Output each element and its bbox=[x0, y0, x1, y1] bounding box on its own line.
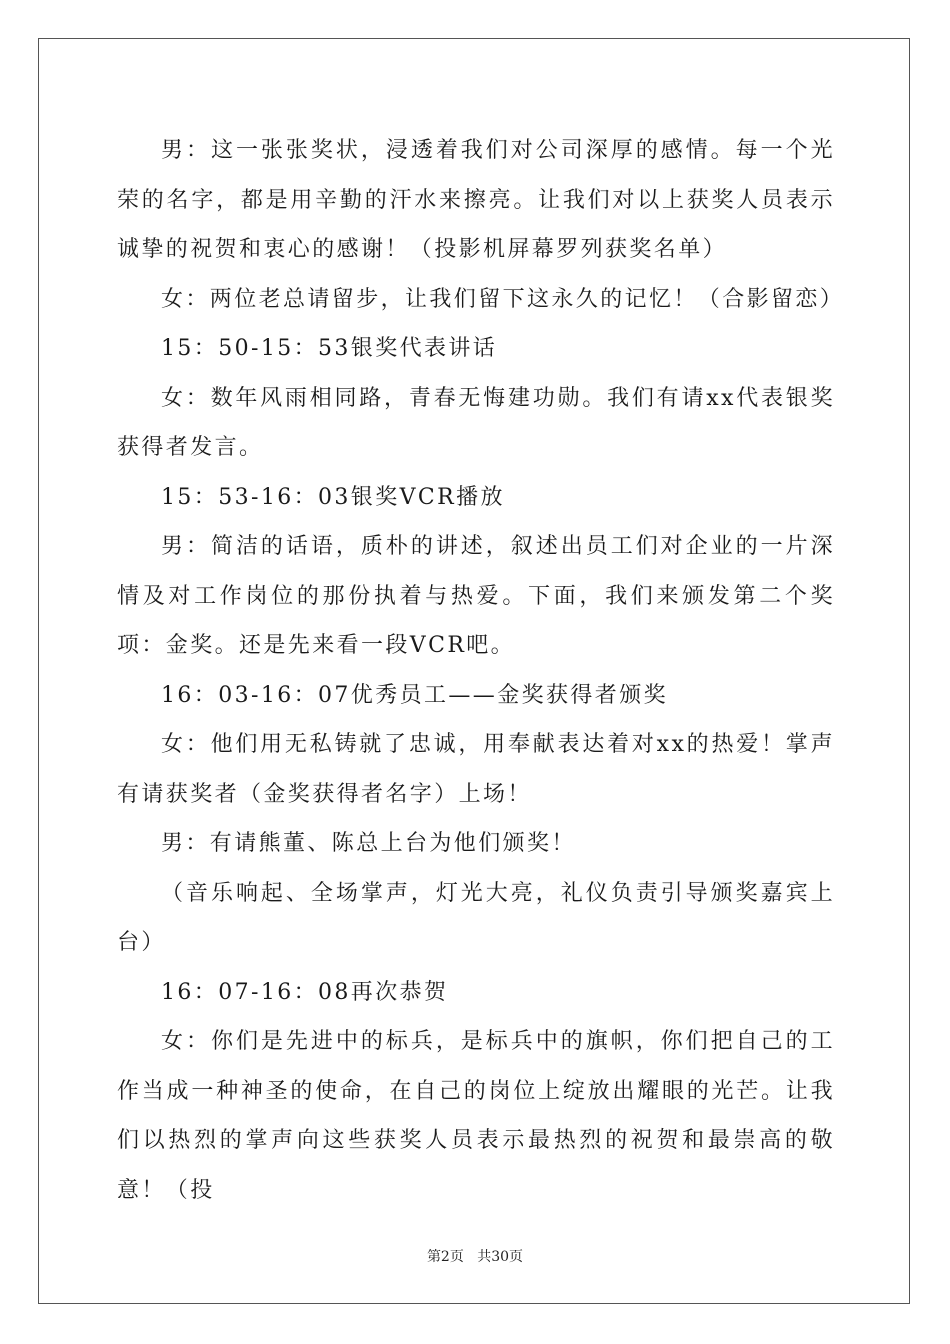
page-number: 第2页 bbox=[426, 1249, 464, 1265]
schedule-heading: 15：50-15：53银奖代表讲话 bbox=[161, 336, 498, 361]
paragraph: 女：两位老总请留步，让我们留下这永久的记忆！（合影留恋） bbox=[161, 286, 845, 312]
paragraph: 女：他们用无私铸就了忠诚，用奉献表达着对xx的热爱！掌声有请获奖者（金奖获得者名字）上场！ bbox=[117, 732, 835, 807]
paragraph: 男：简洁的话语，质朴的讲述，叙述出员工们对企业的一片深情及对工作岗位的那份执着与热爱。下面，我们来颁发第二个奖项：金奖。还是先来看一段VCR吧。 bbox=[117, 534, 835, 658]
paragraph: 男：这一张张奖状，浸透着我们对公司深厚的感情。每一个光荣的名字，都是用辛勤的汗水来擦亮。让我们对以上获奖人员表示诚挚的祝贺和衷心的感谢！（投影机屏幕罗列获奖名单） bbox=[117, 138, 835, 262]
page-total: 共30页 bbox=[477, 1249, 524, 1265]
paragraph: 男：有请熊董、陈总上台为他们颁奖！ bbox=[161, 831, 576, 856]
document-body bbox=[117, 126, 845, 1215]
schedule-heading: 15：53-16：03银奖VCR播放 bbox=[161, 484, 505, 510]
stage-direction: （音乐响起、全场掌声，灯光大亮，礼仪负责引导颁奖嘉宾上台） bbox=[117, 880, 835, 955]
page-footer bbox=[0, 1246, 950, 1266]
paragraph: 女：你们是先进中的标兵，是标兵中的旗帜，你们把自己的工作当成一种神圣的使命，在自己的岗位上绽放出耀眼的光芒。让我们以热烈的掌声向这些获奖人员表示最热烈的祝贺和最崇高的敬意！（投 bbox=[117, 1029, 835, 1203]
paragraph: 女：数年风雨相同路，青春无悔建功勋。我们有请xx代表银奖获得者发言。 bbox=[117, 385, 835, 460]
schedule-heading: 16：03-16：07优秀员工——金奖获得者颁奖 bbox=[161, 682, 669, 708]
schedule-heading: 16：07-16：08再次恭贺 bbox=[161, 979, 449, 1005]
